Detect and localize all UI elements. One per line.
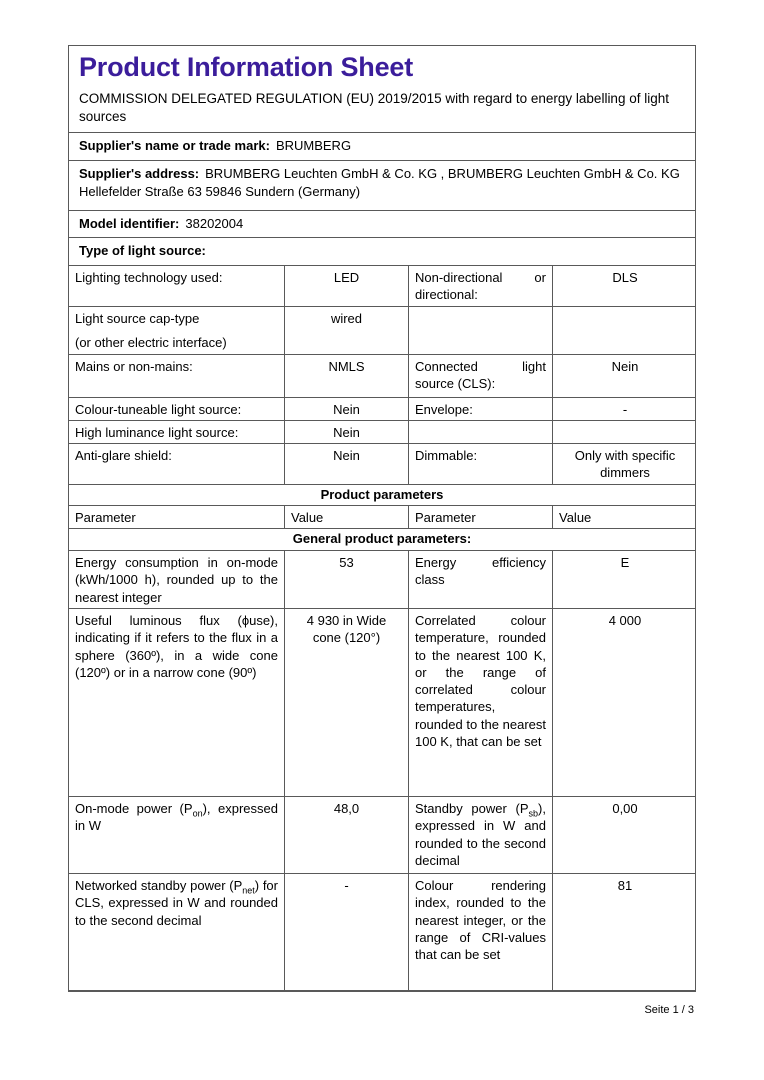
param-value: 4 000 <box>552 609 697 796</box>
param-label <box>408 421 552 443</box>
param-label: Standby power $(P_{sb})$, expressed in W and rounded to the second decimal <box>408 797 552 873</box>
param-value: 4 930 in Wide cone (120°) <box>284 609 408 796</box>
table-row <box>69 265 695 306</box>
supplier-name-label: Supplier's name or trade mark: <box>79 138 270 153</box>
param-value: 0,00 <box>552 797 697 873</box>
title-block <box>69 46 695 132</box>
model-identifier-label: Model identifier: <box>79 216 180 231</box>
param-label: On-mode power $(P_{on})$, expressed in W <box>75 800 278 834</box>
supplier-address-row <box>69 160 695 210</box>
supplier-name-value: BRUMBERG <box>275 138 352 153</box>
table-row <box>69 608 695 796</box>
model-identifier-row <box>69 210 695 237</box>
param-value: Nein <box>284 421 408 443</box>
param-value: 81 <box>552 874 697 990</box>
table-row <box>69 796 695 873</box>
param-value: Nein <box>284 444 408 484</box>
column-header: Value <box>284 506 408 528</box>
type-section-header-label: Type of light source: <box>79 243 206 258</box>
param-value: Only with specific dimmers <box>552 444 697 484</box>
param-label: Colour-tuneable light source: <box>75 401 242 417</box>
param-value: DLS <box>552 266 697 306</box>
param-value: wired <box>284 307 408 354</box>
column-header: Parameter <box>408 506 552 528</box>
model-identifier-value: 38202004 <box>185 216 244 231</box>
param-label: Lighting technology used: <box>75 270 223 285</box>
product-parameters-header: Product parameters <box>69 484 695 505</box>
param-label: High luminance light source: <box>75 424 239 440</box>
table-row <box>69 420 695 443</box>
param-value <box>552 307 697 354</box>
param-value: LED <box>284 266 408 306</box>
param-label: Light source cap-type (or other electric interface) <box>75 311 227 351</box>
general-parameters-header: General product parameters: <box>69 528 695 550</box>
supplier-address-value: BRUMBERG Leuchten GmbH & Co. KG , BRUMBERG Leuchten GmbH & Co. KG Hellefelder Straße 63 59846 Sundern (Germany) <box>79 166 680 199</box>
table-row <box>69 354 695 397</box>
type-section-header <box>69 237 695 265</box>
table-row <box>69 306 695 354</box>
param-label: Useful luminous flux (ϕuse), indicating if it refers to the flux in a sphere (360º), in a wide cone (120º) or in a narrow cone (90º) <box>75 612 278 680</box>
param-value: E <box>552 551 697 608</box>
column-header: Parameter <box>75 509 136 525</box>
param-value: 53 <box>284 551 408 608</box>
param-value: Nein <box>552 355 697 397</box>
param-label: Correlated colour temperature, rounded to the nearest 100 K, or the range of correlated colour temperatures, rounded to the nearest 100 K, that can be set <box>408 609 552 796</box>
regulation-subtitle: COMMISSION DELEGATED REGULATION (EU) 2019/2015 with regard to energy labelling of light sources <box>79 91 669 125</box>
param-label: Energy consumption in on-mode (kWh/1000 h), rounded up to the nearest integer <box>75 554 278 605</box>
supplier-name-row <box>69 132 695 160</box>
param-label: Anti-glare shield: <box>75 448 172 464</box>
param-value: NMLS <box>284 355 408 397</box>
table-row <box>69 873 695 990</box>
param-value: Nein <box>284 398 408 420</box>
param-label: Connected light source (CLS): <box>408 355 552 397</box>
param-label: Non-directional or directional: <box>408 266 552 306</box>
column-header: Value <box>552 506 697 528</box>
table-row <box>69 443 695 484</box>
param-label: Energy efficiency class <box>408 551 552 608</box>
param-label: Envelope: <box>408 398 552 420</box>
param-label: Dimmable: <box>408 444 552 484</box>
page-title: Product Information Sheet <box>79 52 414 82</box>
table-row <box>69 397 695 420</box>
param-value <box>552 421 697 443</box>
param-label: Colour rendering index, rounded to the nearest integer, or the range of CRI-values that can be set <box>408 874 552 990</box>
param-value: - <box>284 874 408 990</box>
product-info-table <box>68 45 696 992</box>
page-number: Seite 1 / 3 <box>644 1004 694 1016</box>
param-label: Mains or non-mains: <box>75 358 193 374</box>
supplier-address-label: Supplier's address: <box>79 166 200 181</box>
column-header-row <box>69 505 695 528</box>
param-label <box>408 307 552 354</box>
param-value: 48,0 <box>284 797 408 873</box>
table-row <box>69 550 695 608</box>
param-value: - <box>552 398 697 420</box>
param-label: Networked standby power $(P_{net})$ for CLS, expressed in W and rounded to the second decimal <box>75 877 278 928</box>
